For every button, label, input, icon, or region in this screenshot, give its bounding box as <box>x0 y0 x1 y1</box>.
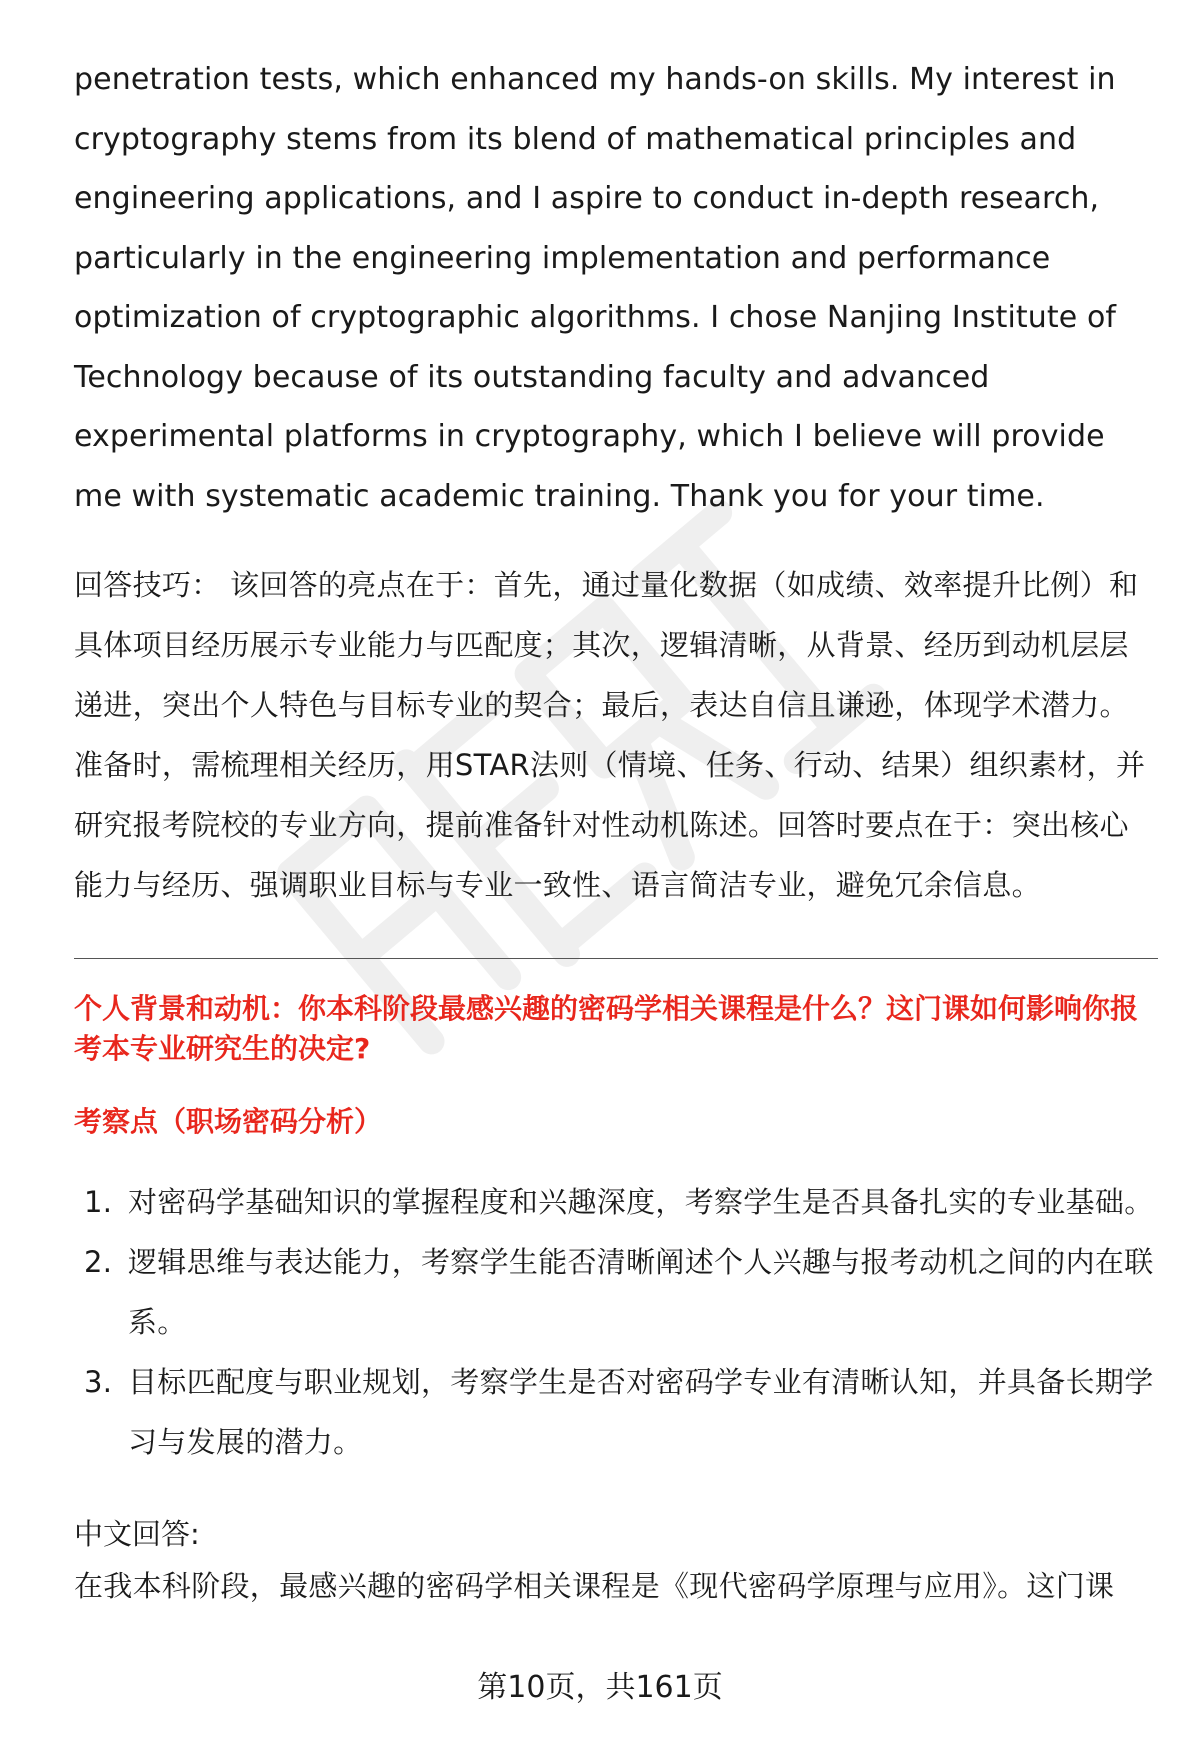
answer-tips-paragraph: 回答技巧： 该回答的亮点在于：首先，通过量化数据（如成绩、效率提升比例）和具体项目经历展示专业能力与匹配度；其次，逻辑清晰，从背景、经历到动机层层递进，突出个人特色与目标专业的契合；最后，表达自信且谦逊，体现学术潜力。准备时，需梳理相关经历，用STAR法则（情境、任务、行动、结果）组织素材，并研究报考院校的专业方向，提前准备针对性动机陈述。回答时要点在于：突出核心能力与经历、强调职业目标与专业一致性、语言简洁专业，避免冗余信息。 <box>74 568 1146 902</box>
list-item-number: 2. <box>84 1245 113 1279</box>
list-item <box>74 1232 1156 1352</box>
question-heading: 个人背景和动机：你本科阶段最感兴趣的密码学相关课程是什么？这门课如何影响你报考本专业研究生的决定? <box>74 992 1139 1065</box>
chinese-answer-title: 中文回答: <box>74 1517 200 1551</box>
list-item-text: 目标匹配度与职业规划，考察学生是否对密码学专业有清晰认知，并具备长期学习与发展的潜力。 <box>128 1365 1154 1459</box>
list-item-number: 3. <box>84 1365 113 1399</box>
assessment-list <box>74 1172 1156 1472</box>
section-divider <box>74 958 1158 959</box>
chinese-answer-text: 在我本科阶段，最感兴趣的密码学相关课程是《现代密码学原理与应用》。这门课 <box>74 1569 1115 1603</box>
list-item-text: 对密码学基础知识的掌握程度和兴趣深度，考察学生是否具备扎实的专业基础。 <box>128 1185 1154 1219</box>
page-footer: 第10页，共161页 <box>477 1670 723 1705</box>
list-item-number: 1. <box>84 1185 113 1219</box>
list-item-text: 逻辑思维与表达能力，考察学生能否清晰阐述个人兴趣与报考动机之间的内在联系。 <box>128 1245 1154 1339</box>
list-item <box>74 1352 1156 1472</box>
assessment-title: 考察点（职场密码分析） <box>74 1105 383 1138</box>
list-item <box>74 1172 1156 1232</box>
intro-paragraph: penetration tests, which enhanced my hands-on skills. My interest in cryptography stems from its blend of mathematical principles and engineering applications, and I aspire to conduct in-depth research, particularly in the engineering implementation and performance optimization of cryptographic algorithms. I chose Nanjing Institute of Technology because of its outstanding faculty and advanced experimental platforms in cryptography, which I believe will provide me with systematic academic training. Thank you for your time. <box>74 62 1117 514</box>
main-content <box>74 50 1156 1611</box>
